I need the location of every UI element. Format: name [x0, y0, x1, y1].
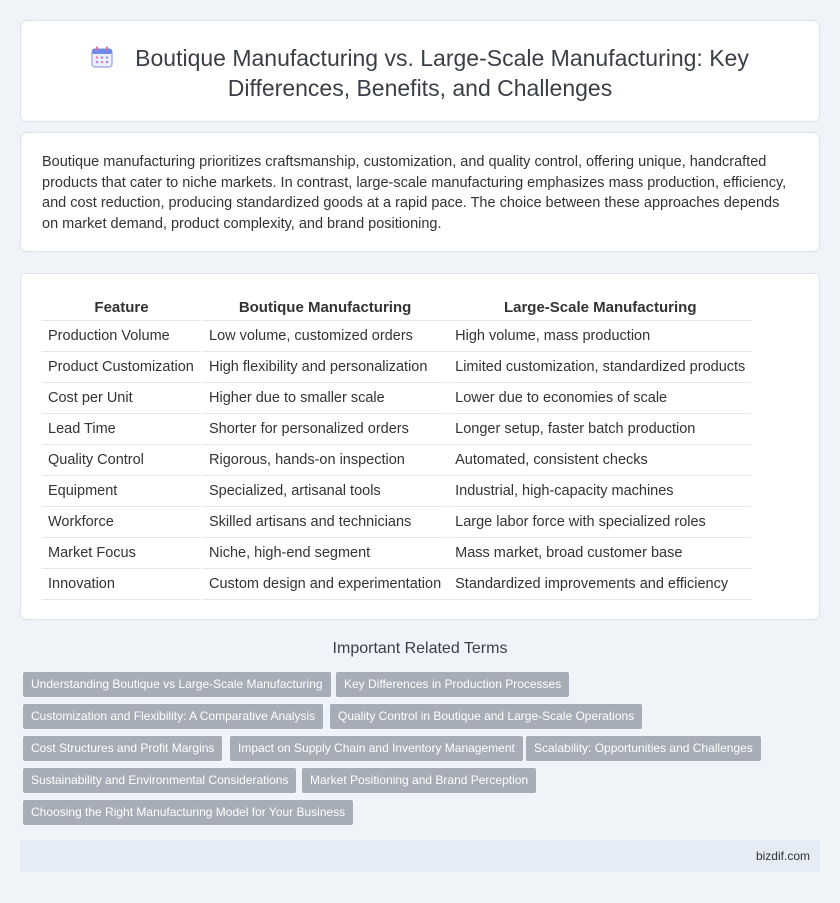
related-term-chip[interactable]: Market Positioning and Brand Perception: [302, 768, 536, 793]
table-cell: Equipment: [42, 475, 202, 506]
related-term-chip[interactable]: Key Differences in Production Processes: [336, 672, 569, 697]
table-row: [42, 506, 751, 537]
table-row: [42, 568, 751, 599]
related-term-chip[interactable]: Scalability: Opportunities and Challenges: [526, 736, 761, 761]
table-cell: Skilled artisans and technicians: [202, 506, 448, 537]
column-header: Feature: [42, 296, 202, 320]
page-title-text: Boutique Manufacturing vs. Large-Scale Manufacturing: Key Differences, Benefits, and Challenges: [135, 45, 749, 101]
table-cell: High flexibility and personalization: [202, 351, 448, 382]
table-cell: Automated, consistent checks: [448, 444, 751, 475]
table-row: [42, 351, 751, 382]
table-cell: Lower due to economies of scale: [448, 382, 751, 413]
related-terms-title: Important Related Terms: [332, 640, 508, 657]
table-cell: Rigorous, hands-on inspection: [202, 444, 448, 475]
table-row: [42, 537, 751, 568]
table-cell: Limited customization, standardized products: [448, 351, 751, 382]
intro-card: [20, 132, 820, 252]
table-cell: Production Volume: [42, 320, 202, 351]
table-cell: Product Customization: [42, 351, 202, 382]
comparison-table: [42, 296, 751, 600]
table-cell: Cost per Unit: [42, 382, 202, 413]
header-card: [20, 20, 820, 122]
table-header-row: [42, 296, 751, 320]
calendar-icon: [91, 45, 113, 67]
table-cell: Quality Control: [42, 444, 202, 475]
table-cell: Mass market, broad customer base: [448, 537, 751, 568]
related-term-chip[interactable]: Quality Control in Boutique and Large-Scale Operations: [330, 704, 642, 729]
table-cell: Large labor force with specialized roles: [448, 506, 751, 537]
footer-site-link[interactable]: bizdif.com: [755, 849, 810, 863]
related-term-chip[interactable]: Customization and Flexibility: A Comparative Analysis: [23, 704, 323, 729]
related-term-chip[interactable]: Sustainability and Environmental Considerations: [23, 768, 296, 793]
table-cell: Market Focus: [42, 537, 202, 568]
table-cell: Custom design and experimentation: [202, 568, 448, 599]
table-cell: Higher due to smaller scale: [202, 382, 448, 413]
table-cell: Specialized, artisanal tools: [202, 475, 448, 506]
table-cell: Innovation: [42, 568, 202, 599]
table-row: [42, 413, 751, 444]
footer: [20, 840, 820, 872]
related-term-chip[interactable]: Impact on Supply Chain and Inventory Management: [230, 736, 523, 761]
table-cell: Workforce: [42, 506, 202, 537]
table-cell: Longer setup, faster batch production: [448, 413, 751, 444]
comparison-table-card: [20, 273, 820, 620]
table-cell: Standardized improvements and efficiency: [448, 568, 751, 599]
table-cell: Shorter for personalized orders: [202, 413, 448, 444]
page-title: [21, 43, 819, 103]
related-term-chip[interactable]: Cost Structures and Profit Margins: [23, 736, 222, 761]
table-cell: High volume, mass production: [448, 320, 751, 351]
related-term-chip[interactable]: Understanding Boutique vs Large-Scale Manufacturing: [23, 672, 331, 697]
table-row: [42, 475, 751, 506]
table-cell: Lead Time: [42, 413, 202, 444]
table-row: [42, 382, 751, 413]
table-cell: Niche, high-end segment: [202, 537, 448, 568]
related-term-chip[interactable]: Choosing the Right Manufacturing Model for Your Business: [23, 800, 353, 825]
intro-paragraph: Boutique manufacturing prioritizes craftsmanship, customization, and quality control, offering unique, handcrafted products that cater to niche markets. In contrast, large-scale manufacturing emphasizes mass production, efficiency, and cost reduction, producing standardized goods at a rapid pace. The choice between these approaches depends on market demand, product complexity, and brand positioning.: [42, 154, 787, 232]
table-row: [42, 320, 751, 351]
column-header: Large-Scale Manufacturing: [448, 296, 751, 320]
column-header: Boutique Manufacturing: [202, 296, 448, 320]
table-cell: Low volume, customized orders: [202, 320, 448, 351]
table-cell: Industrial, high-capacity machines: [448, 475, 751, 506]
table-row: [42, 444, 751, 475]
